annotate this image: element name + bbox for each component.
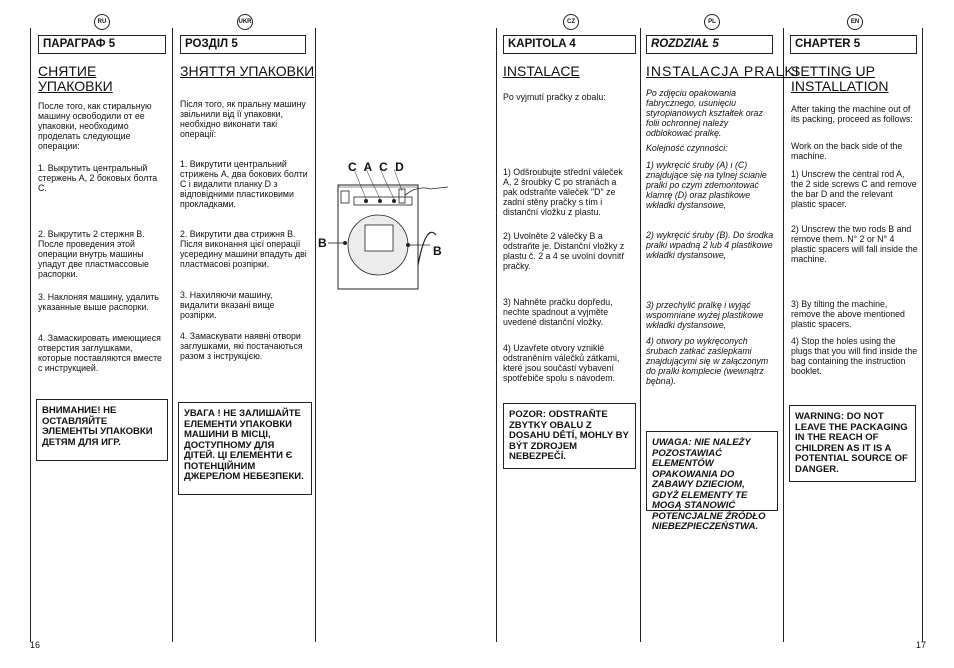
cz-intro: Po vyjmutí pračky z obalu:	[503, 92, 606, 102]
language-flag-ukr: UKR	[237, 14, 253, 30]
cz-title: INSTALACE	[503, 63, 580, 79]
en-intro: After taking the machine out of its packing, proceed as follows:	[791, 104, 913, 124]
uk-warning-box	[178, 402, 312, 495]
pl-intro: Po zdjęciu opakowania fabrycznego, usunięciu styropianowych kształtek oraz folii ochronnej należy odblokować pralkę.	[646, 88, 763, 138]
en-work-note: Work on the back side of the machine.	[791, 141, 903, 161]
ru-chapter-header: ПАРАГРАФ 5	[38, 35, 166, 54]
en-chapter-header: CHAPTER 5	[790, 35, 917, 54]
cz-chapter-header: KAPITOLA 4	[503, 35, 636, 54]
en-title-line1: SETTING UP	[791, 63, 876, 79]
en-step-3: 3) By tilting the machine, remove the above mentioned plastic spacers.	[791, 299, 905, 329]
uk-title: ЗНЯТТЯ УПАКОВКИ	[180, 63, 315, 79]
column-divider	[30, 28, 31, 642]
pl-title: INSTALACJA PRALKI	[646, 63, 800, 79]
cz-step-4: 4) Uzavřete otvory vzniklé odstraněním válečků zátkami, které jsou součástí vybavení spotřebiče spolu s návodem.	[503, 343, 620, 383]
column-divider	[783, 28, 784, 642]
uk-step-2: 2. Викрутити два стрижня B. Після виконання цієї операції усередину машини впадуть дві пластмасові розпірки.	[180, 229, 307, 269]
column-divider	[315, 28, 316, 642]
cz-warning-text: POZOR: ODSTRAŇTE ZBYTKY OBALU Z DOSAHU DĚTÍ, MOHLY BY BÝT ZDROJEM NEBEZPEČÍ.	[509, 409, 629, 462]
language-flag-pl: PL	[704, 14, 720, 30]
pl-step-4: 4) otwory po wykręconych śrubach zatkać zaślepkami znajdującymi się w załączonym do pralki komplecie (wewnątrz bębna).	[646, 336, 769, 386]
pl-warning-box	[646, 431, 778, 532]
uk-step-1: 1. Викрутити центральний стрижень A, два бокових болти C і видалити планку D з відповідними пластиковими прокладками.	[180, 159, 308, 209]
uk-step-4: 4. Замаскувати наявні отвори заглушками, які постачаються разом з інструкцією.	[180, 331, 303, 361]
pl-step-3: 3) przechylić pralkę i wyjąć wspomniane wyżej plastikowe wkładki dystansowe,	[646, 300, 764, 330]
figure-label-left: B	[318, 236, 327, 250]
ru-warning-box	[36, 399, 168, 461]
figure-label-right: B	[433, 244, 442, 258]
pl-chapter-header: ROZDZIAŁ 5	[646, 35, 773, 54]
pl-step-1: 1) wykręcić śruby (A) i (C) znajdujące się na tylnej ścianie pralki po czym zdemontować klamrę (D) oraz plastikowe wkładki dystansowe,	[646, 160, 767, 210]
column-divider	[640, 28, 641, 642]
cz-step-3: 3) Nahněte pračku dopředu, nechte spadnout a vyjměte uvedené distanční vložky.	[503, 297, 613, 327]
language-flag-en: EN	[847, 14, 863, 30]
ru-warning-text: ВНИМАНИЕ! НЕ ОСТАВЛЯЙТЕ ЭЛЕМЕНТЫ УПАКОВКИ ДЕТЯМ ДЛЯ ИГР.	[42, 405, 153, 448]
washing-machine-back-figure	[318, 155, 458, 295]
en-title-line2: INSTALLATION	[791, 78, 889, 94]
ru-title-line1: СНЯТИЕ	[38, 63, 97, 79]
pl-warning-text: UWAGA: NIE NALEŻY POZOSTAWIAĆ ELEMENTÓW OPAKOWANIA DO ZABAWY DZIECIOM, GDYŻ ELEMENTY TE MOGĄ STANOWIĆ POTENCJALNE ŹRÓDŁO NIEBEZPIECZEŃSTWA.	[652, 437, 766, 532]
pl-step-2: 2) wykręcić śruby (B). Do środka pralki wpadną 2 lub 4 plastikowe wkładki dystansowe,	[646, 230, 774, 260]
en-step-2: 2) Unscrew the two rods B and remove them. N° 2 or N° 4 plastic spacers will fall inside the machine.	[791, 224, 918, 264]
language-flag-cz: CZ	[563, 14, 579, 30]
column-divider	[922, 28, 923, 642]
en-step-4: 4) Stop the holes using the plugs that you will find inside the bag containing the instruction booklet.	[791, 336, 918, 376]
uk-intro: Після того, як пральну машину звільнили від її упаковки, необхідно виконати такі операції:	[180, 99, 306, 139]
page-number-right: 17	[916, 640, 927, 650]
ru-step-4: 4. Замаскировать имеющиеся отверстия заглушками, которые поставляются вместе с инструкцией.	[38, 333, 162, 373]
uk-chapter-header: РОЗДІЛ 5	[180, 35, 306, 54]
ru-step-1: 1. Выкрутить центральный стержень A, 2 боковых болта C.	[38, 163, 158, 193]
washing-machine-illustration	[318, 155, 458, 295]
cz-step-1: 1) Odšroubujte střední váleček A, 2 šroubky C po stranách a pak odstraňte váleček "D" ze zadní stěny pračky s tím i distanční vložku z plastu.	[503, 167, 623, 217]
en-step-1: 1) Unscrew the central rod A, the 2 side screws C and remove the bar D and the relevant plastic spacer.	[791, 169, 917, 209]
uk-step-3: 3. Нахиляючи машину, видалити вказані вище розпірки.	[180, 290, 275, 320]
ru-step-3: 3. Наклоняя машину, удалить указанные выше распорки.	[38, 292, 159, 312]
uk-warning-text: УВАГА ! НЕ ЗАЛИШАЙТЕ ЕЛЕМЕНТИ УПАКОВКИ МАШИНИ В МІСЦІ, ДОСТУПНОМУ ДЛЯ ДІТЕЙ. ЦІ ЕЛЕМЕНТИ Є ПОТЕНЦІЙНИМ ДЖЕРЕЛОМ НЕБЕЗПЕКИ.	[184, 408, 304, 482]
cz-warning-box	[503, 403, 636, 469]
pl-order: Kolejność czynności:	[646, 143, 728, 153]
column-divider	[496, 28, 497, 642]
en-warning-box	[789, 405, 916, 482]
column-divider	[172, 28, 173, 642]
page-number-left: 16	[30, 640, 41, 650]
ru-intro: После того, как стиральную машину освободили от ее упаковки, необходимо проделать следующие операции:	[38, 101, 152, 151]
en-warning-text: WARNING: DO NOT LEAVE THE PACKAGING IN THE REACH OF CHILDREN AS IT IS A POTENTIAL SOURCE OF DANGER.	[795, 411, 908, 475]
ru-title-line2: УПАКОВКИ	[38, 78, 113, 94]
figure-top-labels: C A C D	[348, 160, 406, 174]
cz-step-2: 2) Uvolněte 2 válečky B a odstraňte je. Distanční vložky z plastu č. 2 a 4 se uvolní dovnitř pračky.	[503, 231, 625, 271]
language-flag-ru: RU	[94, 14, 110, 30]
ru-step-2: 2. Выкрутить 2 стержня B. После проведения этой операции внутрь машины упадут две пластмассовые распорки.	[38, 229, 149, 279]
